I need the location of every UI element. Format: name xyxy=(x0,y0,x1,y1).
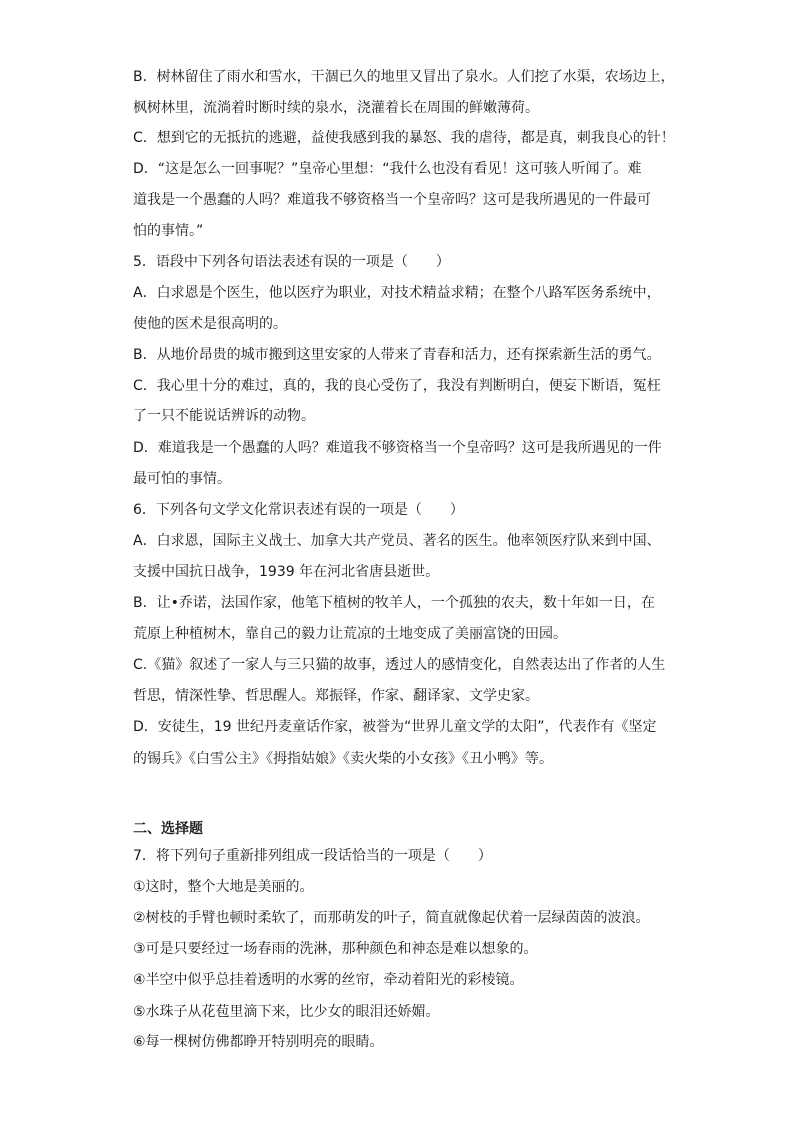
q7-sentence-4: ④半空中似乎总挂着透明的水雾的丝帘，牵动着阳光的彩棱镜。 xyxy=(133,972,524,988)
q4-option-d-line2: 道我是一个愚蠢的人吗？难道我不够资格当一个皇帝吗？这可是我所遇见的一件最可 xyxy=(133,192,651,208)
q7-sentence-1: ①这时，整个大地是美丽的。 xyxy=(133,879,314,895)
q6-option-b-line1: B．让•乔诺，法国作家，他笔下植树的牧羊人，一个孤独的农夫，数十年如一日，在 xyxy=(133,595,655,611)
q4-option-b-line2: 枫树林里，流淌着时断时续的泉水，浇灌着长在周围的鲜嫩薄荷。 xyxy=(133,100,539,116)
q5-option-c-line1: C．我心里十分的难过，真的，我的良心受伤了，我没有判断明白，便妄下断语，冤枉 xyxy=(133,378,661,394)
q7-sentence-3: ③可是只要经过一场春雨的洗淋，那种颜色和神态是难以想象的。 xyxy=(133,941,538,957)
q5-stem: 5．语段中下列各句语法表述有误的一项是（ ） xyxy=(133,254,450,270)
q6-option-d-line1: D．安徒生，19 世纪丹麦童话作家，被誉为“世界儿童文学的太阳”，代表作有《坚定 xyxy=(133,719,657,735)
q6-option-b-line2: 荒原上种植树木，靠自己的毅力让荒凉的土地变成了美丽富饶的田园。 xyxy=(133,626,567,642)
q7-stem: 7．将下列句子重新排列组成一段话恰当的一项是（ ） xyxy=(133,848,492,864)
q7-sentence-2: ②树枝的手臂也顿时柔软了，而那萌发的叶子，简直就像起伏着一层绿茵茵的波浪。 xyxy=(133,910,650,926)
q7-sentence-5: ⑤水珠子从花苞里滴下来，比少女的眼泪还娇媚。 xyxy=(133,1004,440,1020)
q6-stem: 6．下列各句文学文化常识表述有误的一项是（ ） xyxy=(133,502,464,518)
section-heading: 二、选择题 xyxy=(133,821,203,837)
q6-option-a-line1: A．白求恩，国际主义战士、加拿大共产党员、著名的医生。他率领医疗队来到中国、 xyxy=(133,533,661,549)
q4-option-d-line1: D．“这是怎么一回事呢？”皇帝心里想：“我什么也没有看见！这可骇人听闻了。难 xyxy=(133,161,642,177)
q4-option-c-line1: C．想到它的无抵抗的逃避，益使我感到我的暴怒、我的虐待，都是真，刺我良心的针！ xyxy=(133,130,675,146)
q5-option-a-line2: 使他的医术是很高明的。 xyxy=(133,316,287,332)
q5-option-d-line1: D．难道我是一个愚蠢的人吗？难道我不够资格当一个皇帝吗？这可是我所遇见的一件 xyxy=(133,440,662,456)
q7-sentence-6: ⑥每一棵树仿佛都睁开特别明亮的眼睛。 xyxy=(133,1034,384,1050)
q6-option-c-line2: 哲思，情深性挚、哲思醒人。郑振铎，作家、翻译家、文学史家。 xyxy=(133,688,539,704)
q5-option-b-line1: B．从地价昂贵的城市搬到这里安家的人带来了青春和活力，还有探索新生活的勇气。 xyxy=(133,347,661,363)
q6-option-c-line1: C.《猫》叙述了一家人与三只猫的故事，透过人的感情变化，自然表达出了作者的人生 xyxy=(133,657,666,673)
q5-option-a-line1: A．白求恩是个医生，他以医疗为职业，对技术精益求精；在整个八路军医务系统中， xyxy=(133,285,661,301)
q4-option-d-line3: 怕的事情。” xyxy=(133,223,204,239)
q4-option-b-line1: B．树林留住了雨水和雪水，干涸已久的地里又冒出了泉水。人们挖了水渠，农场边上， xyxy=(133,69,675,85)
q6-option-a-line2: 支援中国抗日战争，1939 年在河北省唐县逝世。 xyxy=(133,564,440,580)
q5-option-d-line2: 最可怕的事情。 xyxy=(133,471,231,487)
q6-option-d-line2: 的锡兵》《白雪公主》《拇指姑娘》《卖火柴的小女孩》《丑小鸭》等。 xyxy=(133,751,553,767)
q5-option-c-line2: 了一只不能说话辨诉的动物。 xyxy=(133,408,315,424)
